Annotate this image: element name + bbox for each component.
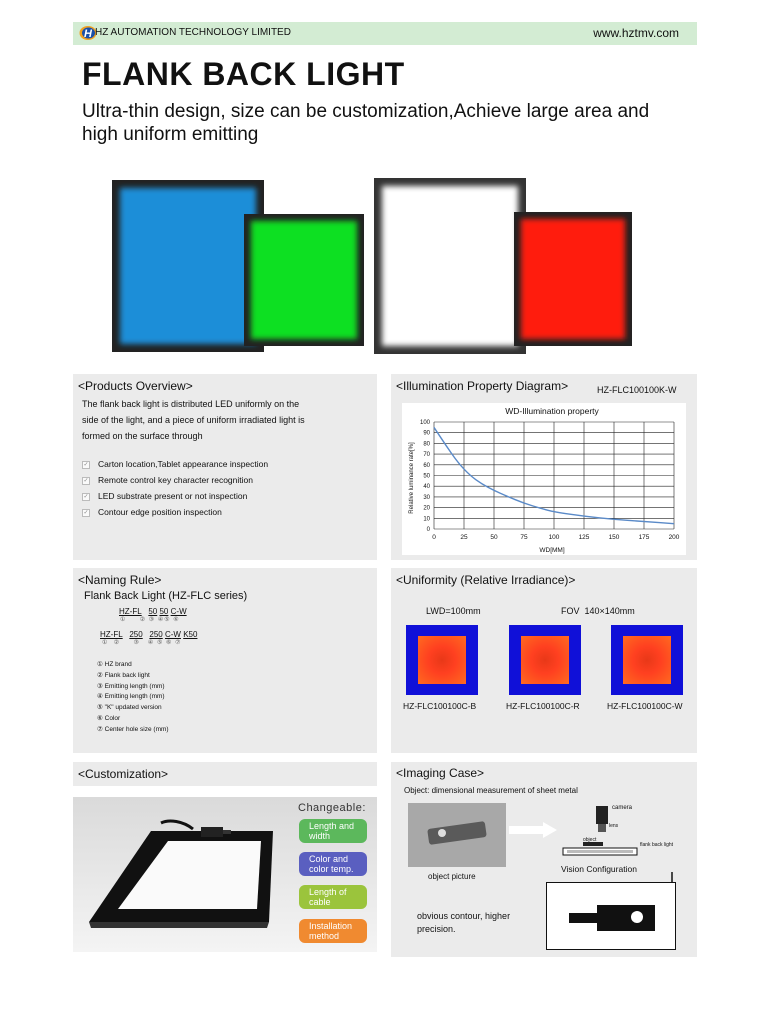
chart-ytick-label: 40 — [423, 484, 430, 491]
contour-result-photo — [547, 883, 675, 949]
option-length-width: Length and width — [299, 819, 367, 843]
option-cable-length: Length of cable — [299, 885, 367, 909]
illumination-model: HZ-FLC100100K-W — [597, 385, 677, 395]
code-part: HZ-FL — [100, 630, 123, 639]
overview-body-line: formed on the surface through — [82, 431, 203, 441]
illumination-heading: <Illumination Property Diagram> — [396, 379, 569, 393]
imaging-heading: <Imaging Case> — [396, 766, 485, 780]
lens-label: lens — [609, 823, 619, 829]
index-num: ② — [139, 617, 147, 623]
fov-label: FOV 140×140mm — [561, 606, 635, 616]
chart-xtick-label: 175 — [638, 534, 650, 541]
legend-item: ③ Emitting length (mm) — [97, 682, 165, 690]
header-bar — [73, 22, 697, 45]
legend-item: ④ Emitting length (mm) — [97, 693, 165, 701]
chart-xtick-label: 50 — [490, 534, 498, 541]
camera-icon — [596, 806, 608, 824]
chart-xtick-label: 25 — [460, 534, 468, 541]
sheet-metal-photo — [408, 803, 506, 867]
code-part: 50 — [159, 607, 169, 616]
checkbox-icon: ✓ — [83, 477, 89, 484]
customization-image — [73, 797, 377, 952]
checkbox-icon: ✓ — [83, 493, 89, 500]
naming-index-2 — [102, 639, 181, 646]
logo-letter: H — [84, 28, 92, 40]
uniformity-model-w: HZ-FLC100100C-W — [607, 701, 683, 711]
page-subtitle: Ultra-thin design, size can be customization,Achieve large area and high uniform emitting — [82, 101, 650, 145]
result-image — [546, 882, 676, 950]
index-num: ② — [113, 640, 121, 646]
naming-panel — [73, 568, 377, 753]
uniformity-heading: <Uniformity (Relative Irradiance)> — [396, 573, 576, 587]
illumination-chart — [402, 403, 686, 555]
option-installation: Installation method — [299, 919, 367, 943]
feature-label: LED substrate present or not inspection — [98, 491, 248, 501]
overview-panel — [73, 374, 377, 560]
customization-header — [73, 762, 377, 786]
chart-ytick-label: 90 — [423, 430, 430, 437]
legend-item: ① HZ brand — [97, 661, 132, 668]
chart-ytick-label: 100 — [419, 420, 430, 426]
chart-ytick-label: 80 — [423, 441, 430, 448]
index-num: ④ — [147, 640, 155, 646]
object-picture — [408, 803, 506, 867]
checkbox-icon: ✓ — [83, 461, 89, 468]
camera-label: camera — [612, 805, 633, 811]
feature-item — [82, 504, 268, 520]
naming-heading: <Naming Rule> — [78, 573, 162, 587]
irradiance-map-r — [509, 625, 581, 695]
option-color-temp: Color and color temp. — [299, 852, 367, 876]
chart-ytick-label: 0 — [426, 527, 430, 533]
arrow-right-icon — [509, 822, 557, 838]
blue-panel — [120, 188, 256, 344]
code-part: 250 — [129, 630, 143, 639]
chart-ytick-label: 10 — [423, 516, 430, 523]
imaging-result: obvious contour, higher precision. — [417, 911, 511, 934]
index-num: ⑥ — [166, 640, 173, 646]
naming-legend — [97, 660, 169, 736]
index-num: ① — [120, 617, 127, 623]
company-name: HZ AUTOMATION TECHNOLOGY LIMITED — [95, 27, 291, 38]
legend-item: ⑥ Color — [97, 714, 121, 722]
irradiance-map-b — [406, 625, 478, 695]
feature-item — [82, 488, 268, 504]
legend-item: ⑦ Center hole size (mm) — [97, 725, 169, 733]
website-link[interactable]: www.hztmv.com — [593, 26, 679, 40]
uniformity-model-r: HZ-FLC100100C-R — [506, 701, 580, 711]
index-num: ⑤ — [156, 640, 164, 646]
red-panel — [521, 219, 625, 339]
chart-ytick-label: 30 — [423, 494, 430, 501]
flank-backlight-label: flank back light — [640, 842, 674, 848]
code-part: C-W — [170, 607, 187, 616]
code-part: HZ-FL — [119, 607, 142, 616]
checkbox-icon: ✓ — [83, 509, 89, 516]
index-num: ④⑤ — [157, 617, 171, 623]
chart-ytick-label: 20 — [423, 505, 430, 512]
feature-item — [82, 472, 268, 488]
chart-xtick-label: 125 — [578, 534, 590, 541]
overview-body — [82, 396, 372, 444]
index-num: ③ — [148, 617, 156, 623]
chart-ytick-label: 70 — [423, 452, 430, 459]
feature-label: Contour edge position inspection — [98, 507, 222, 517]
page-title: FLANK BACK LIGHT — [82, 56, 405, 92]
index-num: ⑦ — [175, 640, 182, 646]
white-panel — [382, 186, 518, 346]
code-part: C-W — [164, 630, 181, 639]
index-num: ① — [102, 640, 109, 646]
irradiance-map-w — [611, 625, 683, 695]
feature-label: Carton location,Tablet appearance inspection — [98, 459, 269, 469]
changeable-label: Changeable: — [298, 802, 366, 814]
uniformity-panel — [391, 568, 697, 753]
code-part: 250 — [149, 630, 163, 639]
naming-index-1 — [120, 616, 180, 623]
lwd-label: LWD=100mm — [426, 606, 481, 616]
object-label: object — [583, 837, 597, 843]
naming-series: Flank Back Light (HZ-FLC series) — [84, 590, 248, 602]
illumination-panel — [391, 374, 697, 560]
naming-example-2 — [100, 630, 197, 639]
product-image — [100, 170, 650, 365]
code-part: K50 — [183, 630, 198, 639]
imaging-object: Object: dimensional measurement of sheet metal — [404, 786, 578, 795]
chart-ytick-label: 60 — [423, 462, 430, 469]
chart-ytick-label: 50 — [423, 473, 430, 480]
chart-xtick-label: 200 — [668, 534, 680, 541]
vision-config-label: Vision Configuration — [561, 864, 637, 874]
chart-xlabel: WD[MM] — [539, 547, 565, 554]
uniformity-model-b: HZ-FLC100100C-B — [403, 701, 477, 711]
legend-item: ② Flank back light — [97, 671, 150, 679]
green-panel — [251, 221, 357, 339]
index-num: ③ — [133, 640, 140, 646]
chart-background — [402, 403, 686, 555]
index-num: ⑥ — [173, 617, 180, 623]
chart-ylabel: Relative luminance rate[%] — [409, 442, 415, 514]
imaging-panel — [391, 762, 697, 957]
code-part: 50 — [148, 607, 158, 616]
overview-body-line: The flank back light is distributed LED uniformly on the — [82, 399, 300, 409]
legend-item: ⑤ "K" updated version — [97, 704, 162, 712]
chart-xtick-label: 75 — [520, 534, 528, 541]
chart-xtick-label: 150 — [608, 534, 620, 541]
overview-heading: <Products Overview> — [78, 379, 193, 393]
chart-xtick-label: 0 — [432, 534, 436, 541]
customization-heading: <Customization> — [78, 767, 169, 781]
chart-xtick-label: 100 — [548, 534, 560, 541]
feature-label: Remote control key character recognition — [98, 475, 253, 485]
overview-body-line: side of the light, and a piece of uniform irradiated light is — [82, 415, 305, 425]
feature-item — [82, 456, 268, 472]
chart-title: WD-Illumination property — [505, 406, 599, 416]
naming-example-1 — [119, 607, 187, 616]
feature-list — [82, 456, 268, 520]
object-picture-label: object picture — [428, 872, 476, 881]
